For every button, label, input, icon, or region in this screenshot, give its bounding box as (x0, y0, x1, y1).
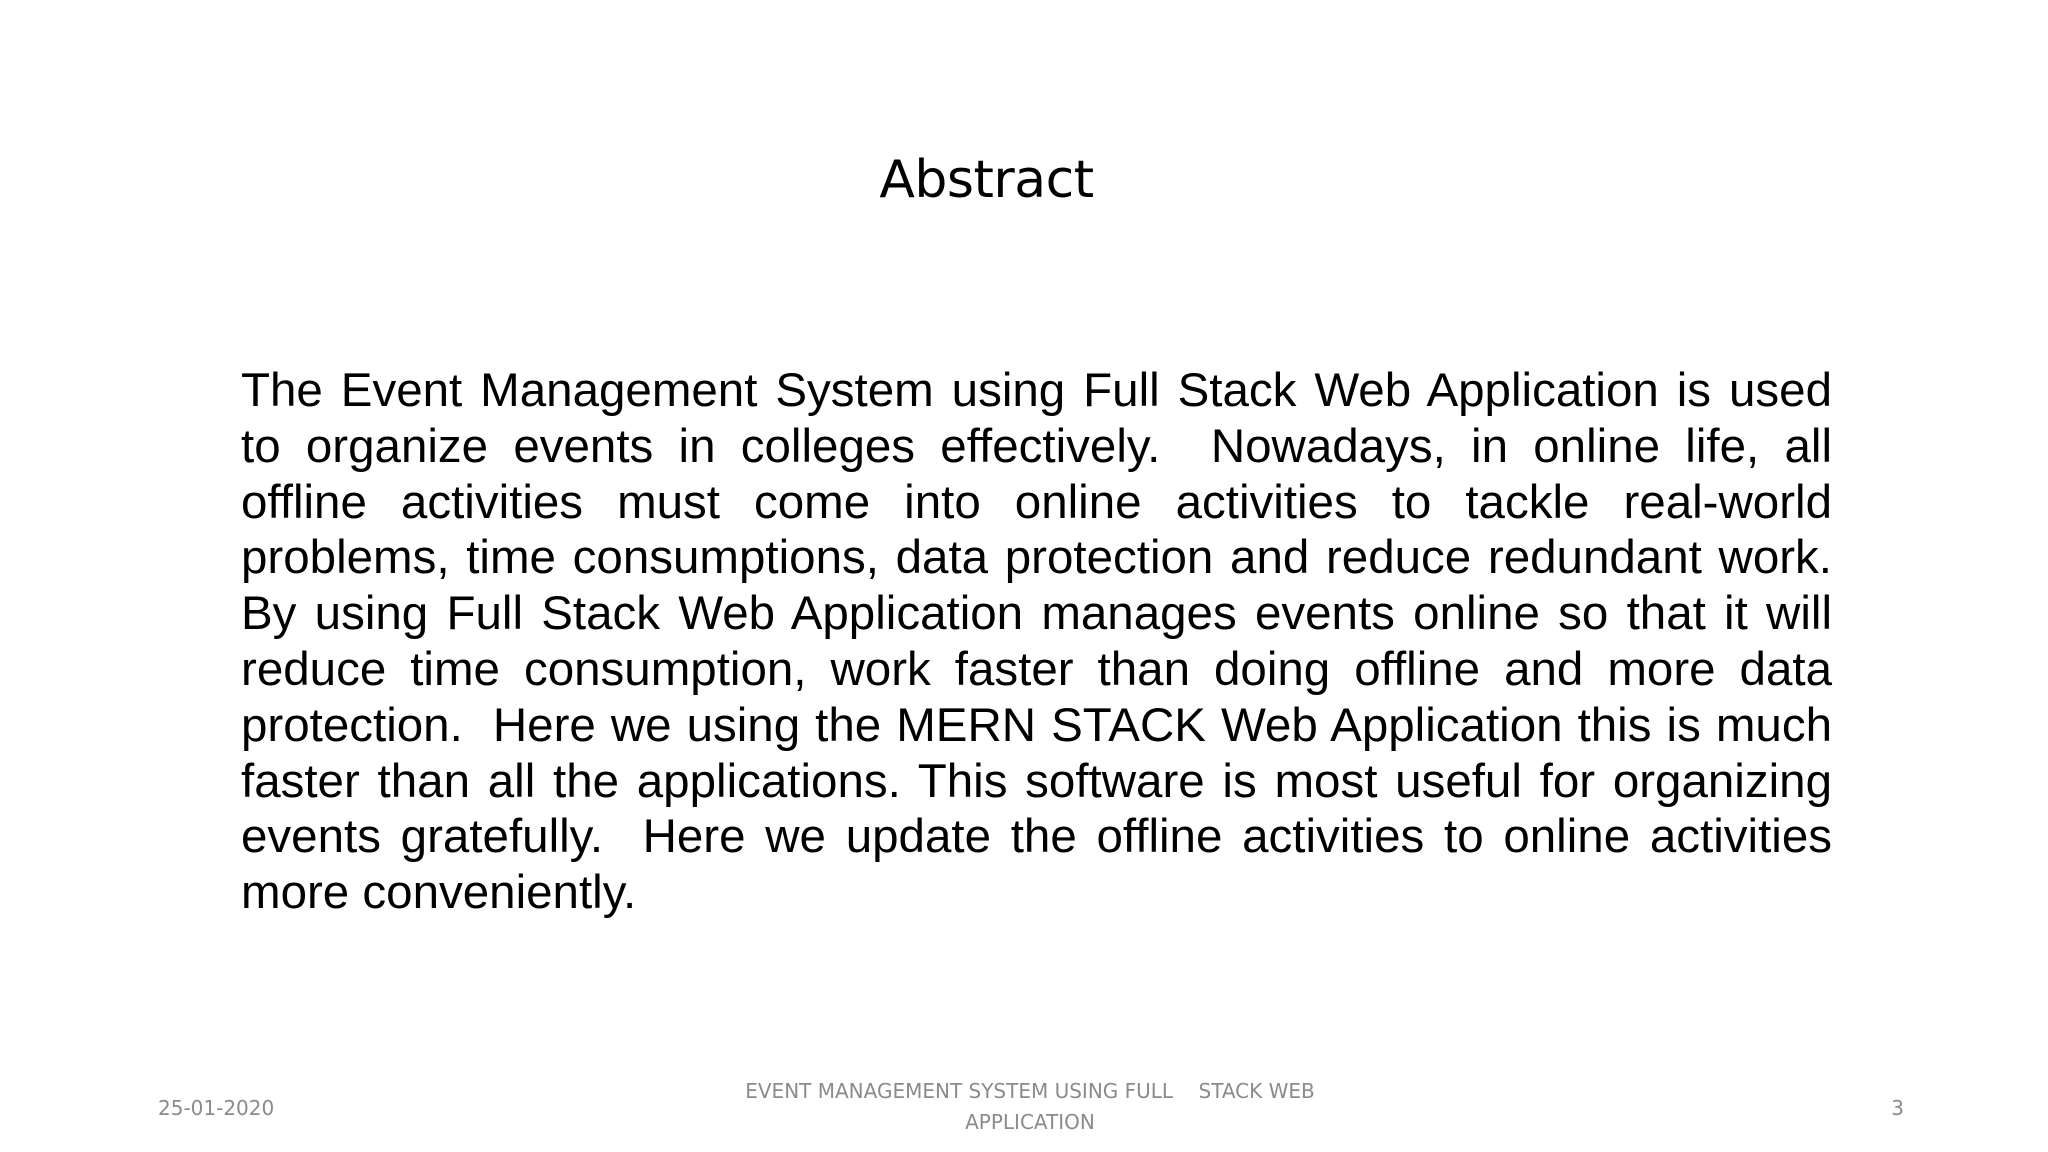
page-number: 3 (1891, 1096, 1904, 1120)
footer-date: 25-01-2020 (158, 1096, 275, 1120)
footer-title: EVENT MANAGEMENT SYSTEM USING FULL STACK WEB APPLICATION (745, 1079, 1322, 1134)
slide-title: Abstract (879, 150, 1094, 210)
abstract-paragraph: The Event Management System using Full Stack Web Application is used to organize events in colleges effectively. Nowadays, in online life, all offline activities must come into online activities to tackle real-world problems, time consumptions, data protection and reduce redundant work. By using Full Stack Web Application manages events online so that it will reduce time consumption, work faster than doing offline and more data protection. Here we using the MERN STACK Web Application this is much faster than all the applications. This software is most useful for organizing events gratefully. Here we update the offline activities to online activities more conveniently. (241, 364, 1859, 920)
